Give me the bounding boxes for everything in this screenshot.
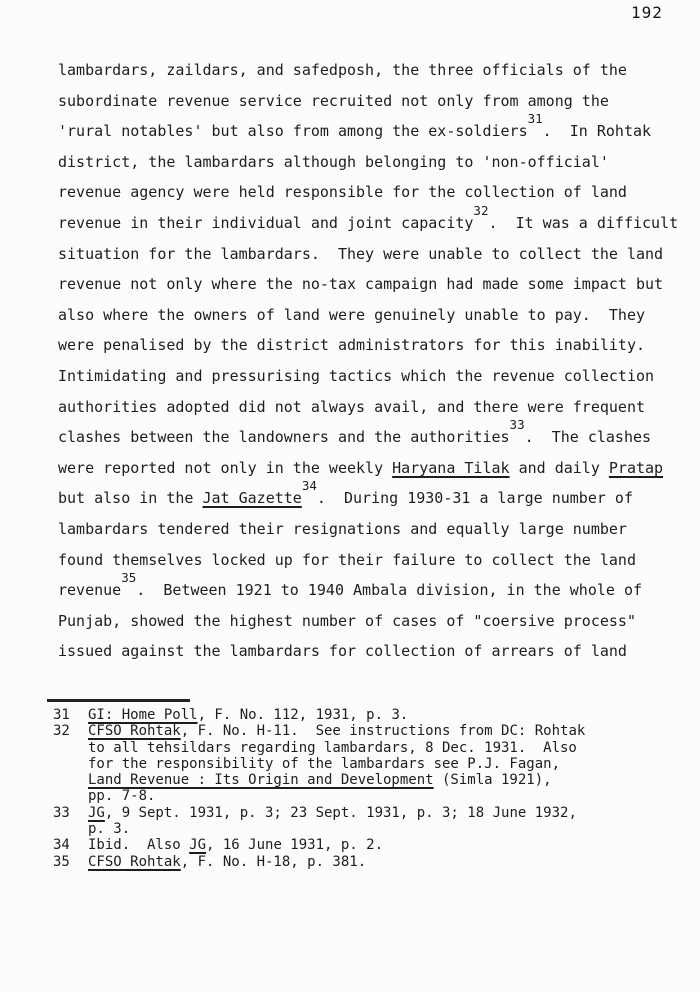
body-line [58, 177, 688, 208]
footnote-separator [47, 699, 190, 702]
text-segment: . The clashes [524, 428, 652, 447]
footnote-line [88, 772, 683, 788]
text-segment: , 9 Sept. 1931, p. 3; 23 Sept. 1931, p. 3; 18 June 1932, [104, 804, 577, 821]
underlined-text: JG [189, 837, 207, 854]
text-segment: and daily [509, 458, 609, 477]
text-segment: for the responsibility of the lambardars see P.J. Fagan, [88, 755, 561, 772]
body-line [58, 453, 688, 484]
footnote-line [88, 837, 683, 853]
text-segment: , F. No. H-11. See instructions from DC: Rohtak [180, 723, 586, 740]
text-segment: subordinate revenue service recruited not only from among the [58, 91, 609, 110]
body-line [58, 606, 688, 637]
footnote-number: 35 [53, 853, 70, 870]
body-text [58, 55, 688, 667]
text-segment: revenue in their individual and joint capacity [58, 213, 474, 232]
body-line [58, 239, 688, 270]
text-segment: also where the owners of land were genuinely unable to pay. They [58, 305, 645, 324]
body-line [58, 514, 688, 545]
footnote [53, 854, 683, 870]
text-segment: , 16 June 1931, p. 2. [206, 837, 384, 854]
body-line [58, 330, 688, 361]
text-segment: . It was a difficult [488, 213, 679, 232]
footnote-reference: 32 [473, 202, 489, 218]
underlined-text: JG [88, 804, 105, 821]
footnote-line [88, 821, 683, 837]
footnote [53, 837, 683, 853]
body-line [58, 55, 688, 86]
body-line [58, 361, 688, 392]
body-line [58, 478, 688, 514]
underlined-text: CFSO Rohtak [88, 723, 181, 740]
footnote-line [88, 740, 683, 756]
footnote-number: 34 [53, 837, 70, 854]
footnote [53, 805, 683, 838]
text-segment: were penalised by the district administrators for this inability. [58, 336, 645, 355]
body-line [58, 111, 688, 147]
text-segment: , F. No. 112, 1931, p. 3. [197, 707, 409, 723]
footnote-line [88, 788, 683, 804]
text-segment: clashes between the landowners and the authorities [58, 428, 510, 447]
footnote-line [88, 854, 683, 870]
underlined-text: Jat Gazette [202, 489, 302, 508]
text-segment: were reported not only in the weekly [58, 458, 393, 477]
body-line [58, 636, 688, 667]
footnote-line [88, 805, 683, 821]
body-line [58, 269, 688, 300]
footnote-number: 31 [53, 707, 70, 723]
footnote-line [88, 756, 683, 772]
body-line [58, 570, 688, 606]
footnote-reference: 33 [509, 417, 525, 433]
body-line [58, 147, 688, 178]
footnote [53, 723, 683, 804]
text-segment: revenue agency were held responsible for the collection of land [58, 183, 627, 202]
body-line [58, 300, 688, 331]
text-segment: 'rural notables' but also from among the ex-soldiers [58, 122, 528, 141]
text-segment: revenue [58, 581, 122, 600]
footnotes [53, 707, 683, 870]
footnote-line [88, 707, 683, 723]
body-line [58, 545, 688, 576]
underlined-text: CFSO Rohtak [88, 853, 181, 870]
footnote-reference: 34 [301, 478, 317, 494]
footnote-number: 33 [53, 804, 70, 821]
footnote [53, 707, 683, 723]
text-segment: p. 3. [88, 821, 131, 838]
text-segment: district, the lambardars although belonging to 'non-official' [58, 152, 609, 171]
underlined-text: GI: Home Poll [88, 707, 198, 723]
underlined-text: Land Revenue : Its Origin and Development [88, 772, 434, 789]
text-segment: . During 1930-31 a large number of [316, 489, 633, 508]
text-segment: issued against the lambardars for collection of arrears of land [58, 642, 627, 661]
page-number: 192 [631, 3, 663, 22]
text-segment: revenue not only where the no-tax campaign had made some impact but [58, 275, 664, 294]
underlined-text: Pratap [608, 458, 664, 477]
text-segment: but also in the [58, 489, 203, 508]
body-line [58, 86, 688, 117]
text-segment: (Simla 1921), [433, 772, 552, 789]
text-segment: situation for the lambardars. They were unable to collect the land [58, 244, 664, 263]
footnote-number: 32 [53, 723, 70, 740]
footnote-line [88, 723, 683, 739]
body-line [58, 417, 688, 453]
body-line [58, 202, 688, 239]
text-segment: Punjab, showed the highest number of cases of "coersive process" [58, 611, 636, 630]
underlined-text: Haryana Tilak [392, 458, 510, 477]
text-segment: authorities adopted did not always avail, and there were frequent [58, 397, 645, 416]
text-segment: found themselves locked up for their failure to collect the land [58, 550, 636, 569]
text-segment: Ibid. Also [88, 837, 190, 854]
footnote-reference: 31 [527, 111, 543, 127]
text-segment: lambardars tendered their resignations and equally large number [58, 519, 627, 538]
text-segment: pp. 7-8. [88, 788, 156, 805]
text-segment: . In Rohtak [542, 122, 652, 141]
text-segment: to all tehsildars regarding lambardars, 8 Dec. 1931. Also [88, 739, 577, 756]
text-segment: lambardars, zaildars, and safedposh, the three officials of the [58, 61, 627, 79]
text-segment: , F. No. H-18, p. 381. [180, 853, 367, 870]
footnote-reference: 35 [121, 570, 137, 586]
text-segment: . Between 1921 to 1940 Ambala division, in the whole of [136, 581, 643, 600]
body-line [58, 392, 688, 423]
text-segment: Intimidating and pressurising tactics which the revenue collection [58, 366, 655, 385]
